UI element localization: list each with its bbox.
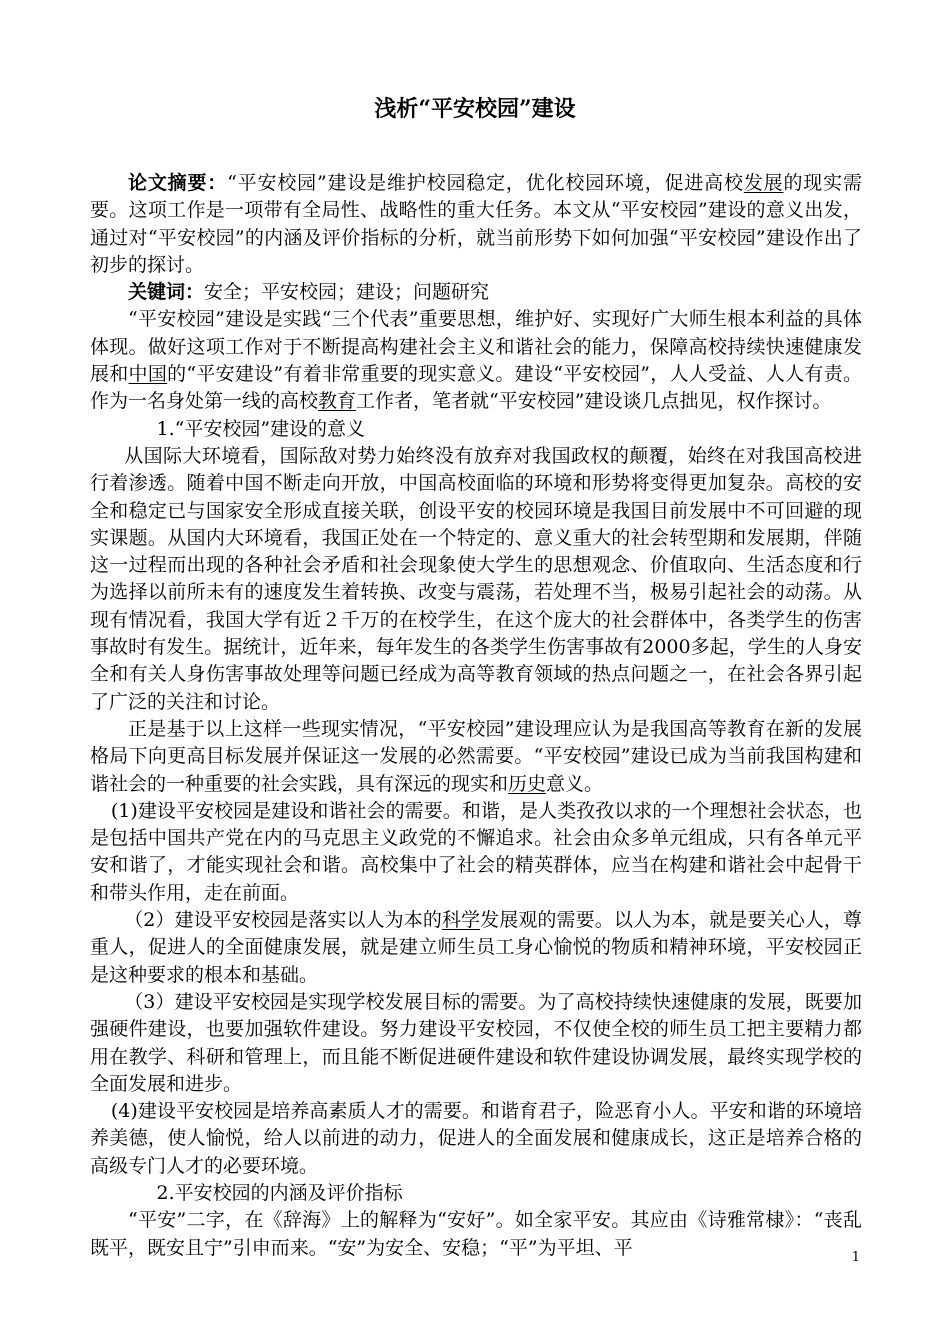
link-fazhan[interactable]: 发展 (743, 172, 784, 194)
intro-text-mid: 的“平安建设”有着非常重要的现实意义。建设“平安校园”，人人受益、人人有责。作为一名身处第一线的高校 (90, 363, 862, 413)
section2-paragraph-1: “平安”二字，在《辞海》上的解释为“安好”。如全家平安。其应由《诗雅常棣》：“丧乱既平，既安且宁”引申而来。“安”为安全、安稳；“平”为平坦、平 (90, 1209, 862, 1259)
item2-text-end: 发展观的需要。以人为本，就是要关心人，尊重人，促进人的全面健康发展，就是建立师生员工身心愉悦的物质和精神环境，平安校园正是这种要求的根本和基础。 (90, 909, 862, 986)
keywords-text: 安全；平安校园；建设；问题研究 (204, 281, 490, 304)
link-jiaoyu[interactable]: 教育 (318, 390, 357, 413)
keywords-paragraph (90, 279, 862, 306)
list-item-4: (4)建设平安校园是培养高素质人才的需要。和谐育君子，险恶育小人。平安和谐的环境培养美德，使人愉悦，给人以前进的动力，促进人的全面发展和健康成长，这正是培养合格的高级专门人才的必要环境。 (90, 1100, 862, 1177)
section1-paragraph-1: 从国际大环境看，国际敌对势力始终没有放弃对我国政权的颠覆，始终在对我国高校进行着渗透。随着中国不断走向开放，中国高校面临的环境和形势将变得更加复杂。高校的安全和稳定已与国家安全形成直接关联，创设平安的校园环境是我国目前发展中不可回避的现实课题。从国内大环境看，我国正处在一个特定的、意义重大的社会转型期和发展期，伴随这一过程而出现的各种社会矛盾和社会现象使大学生的思想观念、价值取向、生活态度和行为选择以前所未有的速度发生着转换、改变与震荡，若处理不当，极易引起社会的动荡。从现有情况看，我国大学有近２千万的在校学生，在这个庞大的社会群体中，各类学生的伤害事故时有发生。据统计，近年来，每年发生的各类学生伤害事故有2000多起，学生的人身安全和有关人身伤害事故处理等问题已经成为高等教育领域的热点问题之一，在社会各界引起了广泛的关注和讨论。 (90, 444, 862, 713)
document-body (90, 170, 862, 1262)
item2-text: （2）建设平安校园是落实以人为本的 (124, 909, 442, 932)
list-item-1: (1)建设平安校园是建设和谐社会的需要。和谐，是人类孜孜以求的一个理想社会状态，也是包括中国共产党在内的马克思主义政党的不懈追求。社会由众多单元组成，只有各单元平安和谐了，才能实现社会和谐。高校集中了社会的精英群体，应当在构建和谐社会中起骨干和带头作用，走在前面。 (90, 799, 862, 904)
page-number: 1 (851, 1250, 860, 1265)
intro-text-end: 工作者，笔者就“平安校园”建设谈几点拙见，权作探讨。 (356, 390, 832, 413)
section1-heading: 1.“平安校园”建设的意义 (156, 417, 366, 440)
section1-p2-text: 正是基于以上这样一些现实情况，“平安校园”建设理应认为是我国高等教育在新的发展格局下向更高目标发展并保证这一发展的必然需要。“平安校园”建设已成为当前我国构建和谐社会的一种重要的社会实践，具有深远的现实和 (90, 717, 862, 795)
link-lishi[interactable]: 历史 (508, 772, 547, 795)
section1-p2-text-end: 意义。 (546, 772, 604, 795)
list-item-2 (90, 907, 862, 989)
abstract-paragraph (90, 170, 862, 279)
section2-heading: 2.平安校园的内涵及评价指标 (156, 1181, 403, 1204)
abstract-label: 论文摘要： (128, 172, 228, 194)
list-item-3: （3）建设平安校园是实现学校发展目标的需要。为了高校持续快速健康的发展，既要加强硬件建设，也要加强软件建设。努力建设平安校园，不仅使全校的师生员工把主要精力都用在教学、科研和管理上，而且能不断促进硬件建设和软件建设协调发展，最终实现学校的全面发展和进步。 (90, 990, 862, 1095)
abstract-text: “平安校园”建设是维护校园稳定，优化校园环境，促进高校 (227, 172, 744, 194)
link-zhongguo[interactable]: 中国 (128, 363, 168, 386)
abstract-text-rest: 的现实需要。这项工作是一项带有全局性、战略性的重大任务。本文从“平安校园”建设的意义出发，通过对“平安校园”的内涵及评价指标的分析，就当前形势下如何加强“平安校园”建设作出了初步的探讨。 (90, 172, 862, 276)
link-kexue[interactable]: 科学 (441, 909, 481, 932)
intro-paragraph (90, 306, 862, 415)
keywords-label: 关键词： (128, 281, 205, 304)
page-title: 浅析“平安校园”建设 (374, 96, 576, 122)
section1-paragraph-2 (90, 716, 862, 798)
intro-text: “平安校园”建设是实践“三个代表”重要思想，维护好、实现好广大师生根本利益的具体体现。做好这项工作对于不断提高构建社会主义和谐社会的能力，保障高校持续快速健康发展和 (90, 308, 862, 386)
